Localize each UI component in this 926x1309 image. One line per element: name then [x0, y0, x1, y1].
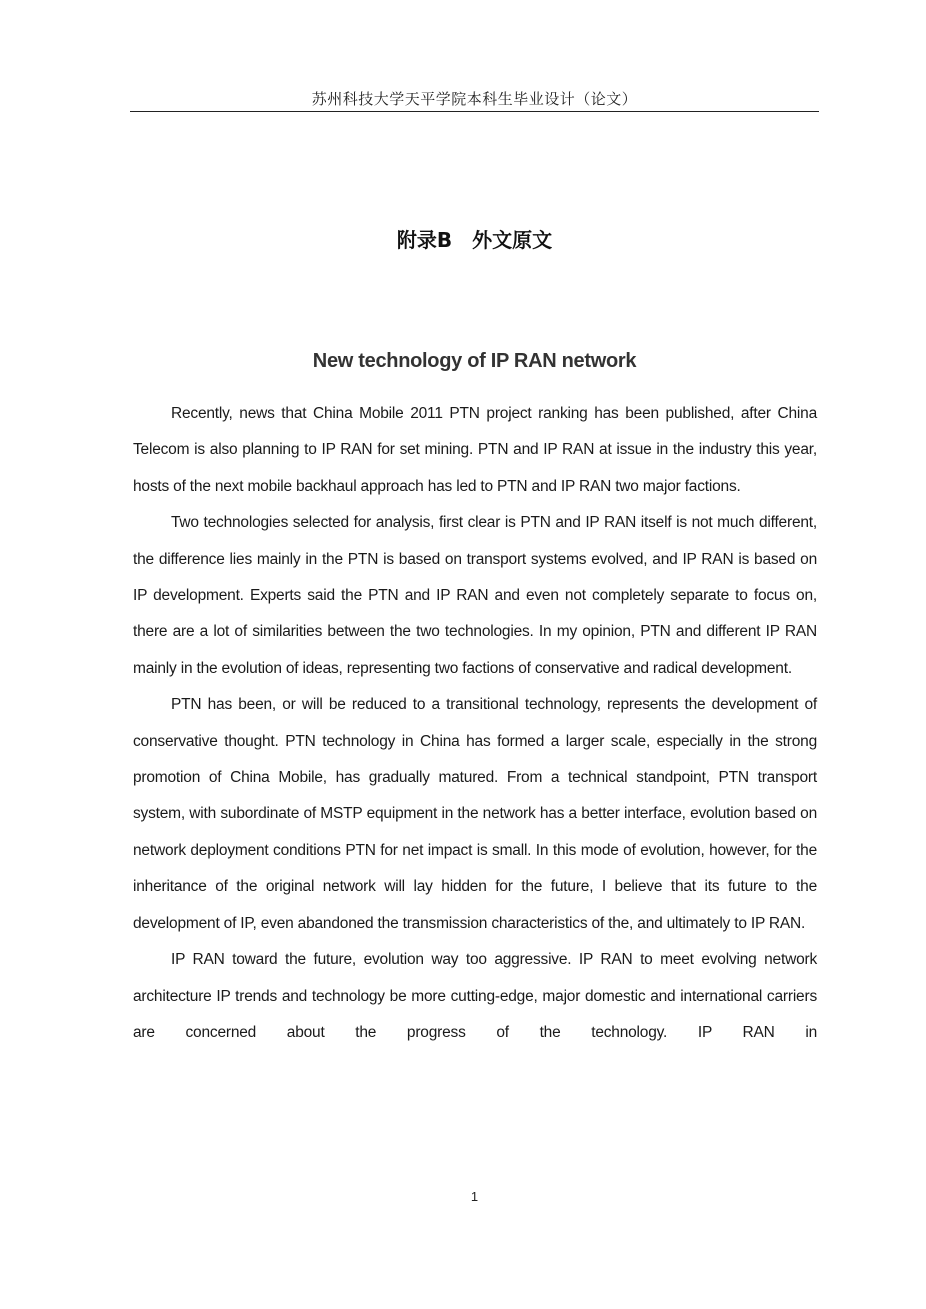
paragraph: Two technologies selected for analysis, first clear is PTN and IP RAN itself is not much different, the difference lies mainly in the PTN is based on transport systems evolved, and IP RAN is based on IP development. Experts said the PTN and IP RAN and even not completely separate to focus on, there are a lot of similarities between the two technologies. In my opinion, PTN and different IP RAN mainly in the evolution of ideas, representing two factions of conservative and radical development.: [133, 514, 817, 677]
header-rule: [130, 111, 819, 112]
page-number: 1: [470, 1189, 479, 1204]
page-header: 苏州科技大学天平学院本科生毕业设计（论文）: [311, 90, 638, 108]
article-body: [133, 396, 817, 1051]
paragraph: PTN has been, or will be reduced to a transitional technology, represents the development of conservative thought. PTN technology in China has formed a larger scale, especially in the strong promotion of China Mobile, has gradually matured. From a technical standpoint, PTN transport system, with subordinate of MSTP equipment in the network has a better interface, evolution based on network deployment conditions PTN for net impact is small. In this mode of evolution, however, for the inheritance of the original network will lay hidden for the future, I believe that its future to the development of IP, even abandoned the transmission characteristics of the, and ultimately to IP RAN.: [133, 696, 817, 932]
article-title: New technology of IP RAN network: [312, 350, 637, 372]
appendix-title: 附录B 外文原文: [396, 228, 553, 252]
paragraph: Recently, news that China Mobile 2011 PTN project ranking has been published, after China Telecom is also planning to IP RAN for set mining. PTN and IP RAN at issue in the industry this year, hosts of the next mobile backhaul approach has led to PTN and IP RAN two major factions.: [133, 405, 817, 495]
paragraph: IP RAN toward the future, evolution way too aggressive. IP RAN to meet evolving network architecture IP trends and technology be more cutting-edge, major domestic and international carriers are concerned about the progress of the technology. IP RAN in: [133, 951, 817, 1041]
